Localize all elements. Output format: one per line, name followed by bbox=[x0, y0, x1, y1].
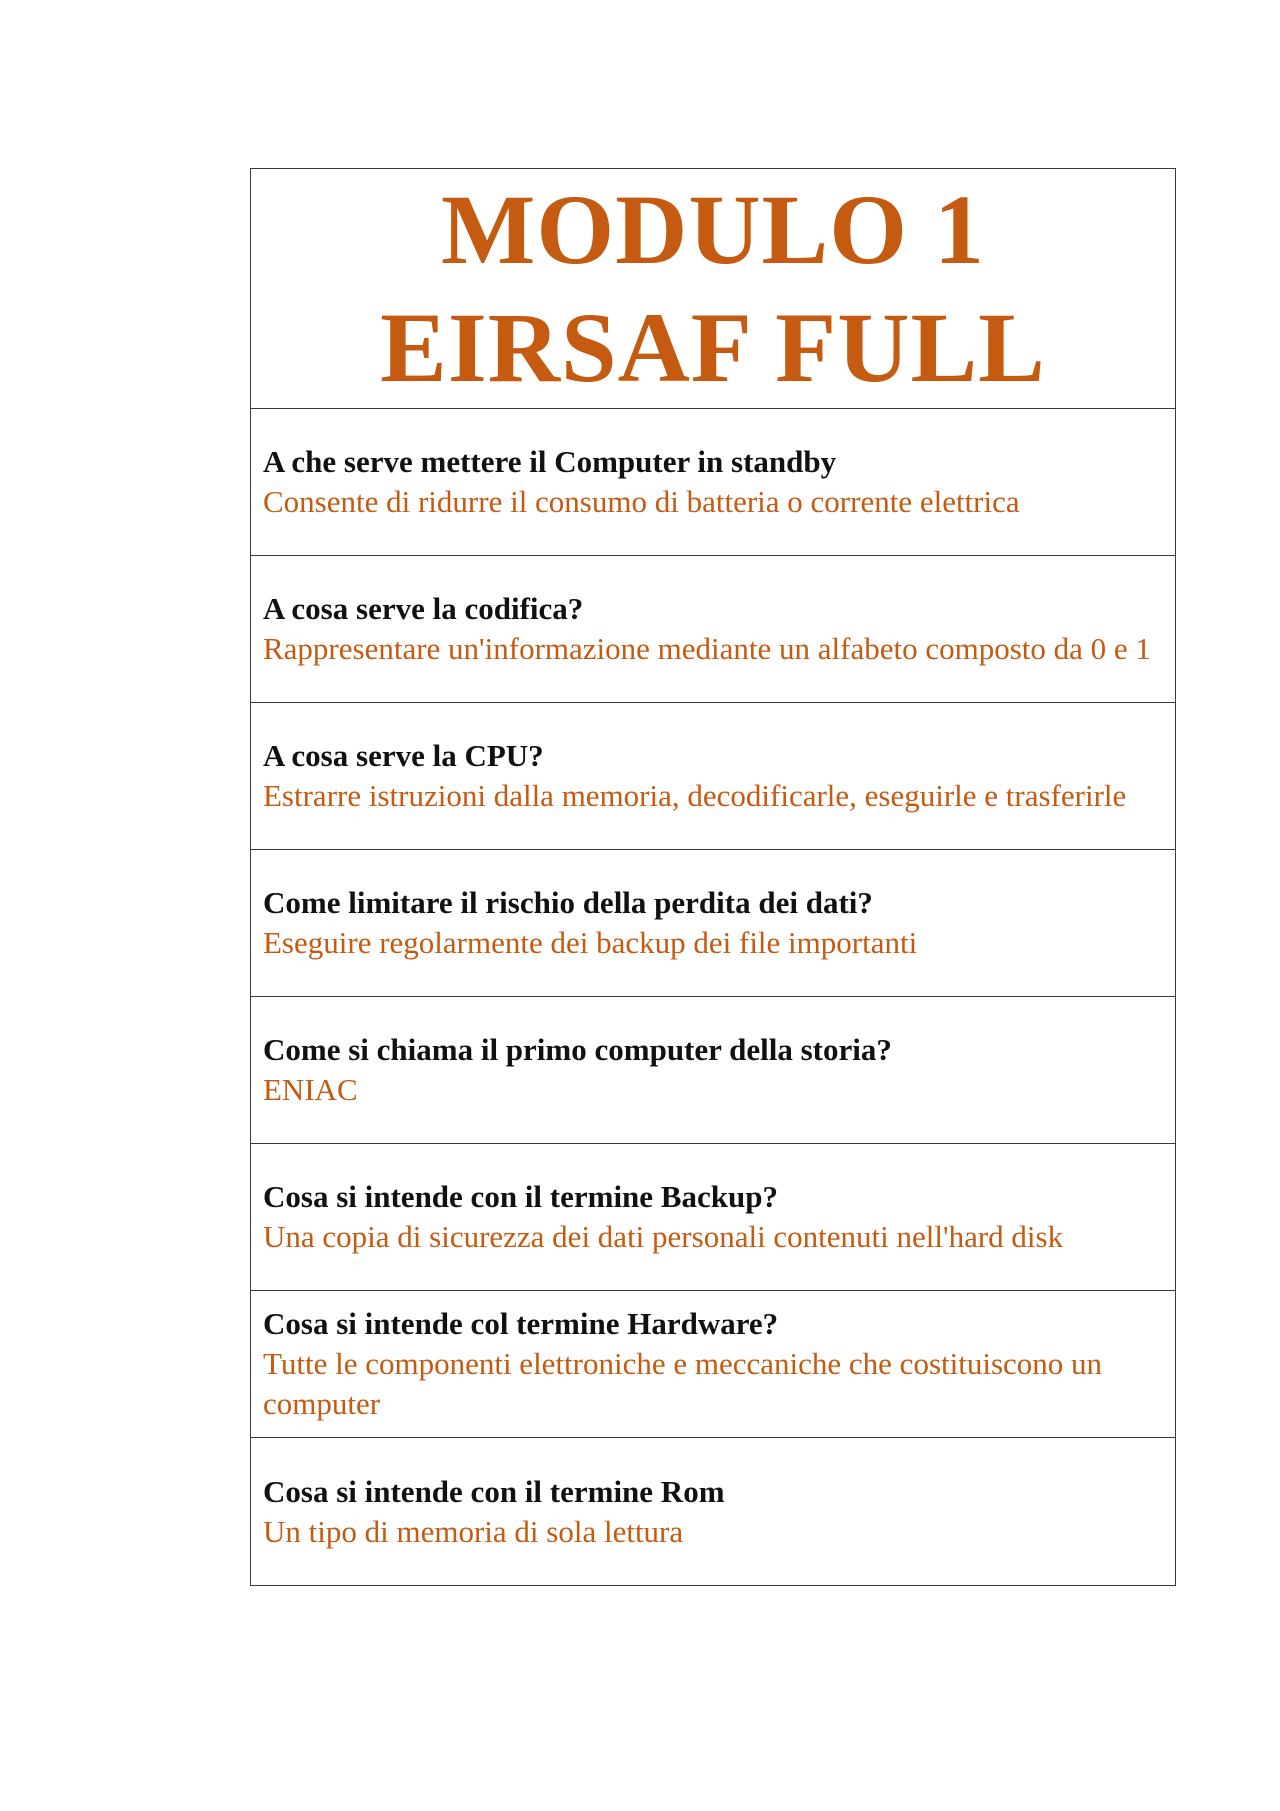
qa-row bbox=[251, 409, 1175, 556]
answer: Eseguire regolarmente dei backup dei file importanti bbox=[263, 925, 918, 960]
qa-row bbox=[251, 703, 1175, 850]
question: Come si chiama il primo computer della storia? bbox=[263, 1032, 892, 1067]
question: A cosa serve la CPU? bbox=[263, 738, 544, 773]
title-cell bbox=[251, 169, 1175, 409]
title-line-1: MODULO 1 bbox=[440, 173, 986, 285]
question: Cosa si intende con il termine Rom bbox=[263, 1473, 725, 1509]
answer: ENIAC bbox=[263, 1072, 358, 1107]
answer: Rappresentare un'informazione mediante un alfabeto composto da 0 e 1 bbox=[263, 631, 1151, 666]
answer: Consente di ridurre il consumo di batteria o corrente elettrica bbox=[263, 484, 1020, 519]
answer: Un tipo di memoria di sola lettura bbox=[263, 1513, 684, 1549]
title-line-2: EIRSAF FULL bbox=[380, 291, 1046, 403]
qa-row bbox=[251, 1438, 1175, 1585]
flashcard-table bbox=[250, 168, 1176, 1586]
question: A cosa serve la codifica? bbox=[263, 591, 584, 626]
qa-row bbox=[251, 556, 1175, 703]
question: Come limitare il rischio della perdita dei dati? bbox=[263, 885, 873, 920]
qa-row bbox=[251, 1291, 1175, 1438]
answer: Tutte le componenti elettroniche e meccaniche che costituiscono un computer bbox=[263, 1346, 1103, 1421]
answer: Estrarre istruzioni dalla memoria, decodificarle, eseguirle e trasferirle bbox=[263, 778, 1127, 813]
qa-row bbox=[251, 1144, 1175, 1291]
qa-row bbox=[251, 997, 1175, 1144]
answer: Una copia di sicurezza dei dati personali contenuti nell'hard disk bbox=[263, 1219, 1064, 1254]
question: A che serve mettere il Computer in standby bbox=[263, 444, 837, 479]
question: Cosa si intende col termine Hardware? bbox=[263, 1306, 779, 1341]
question: Cosa si intende con il termine Backup? bbox=[263, 1179, 778, 1214]
qa-row bbox=[251, 850, 1175, 997]
